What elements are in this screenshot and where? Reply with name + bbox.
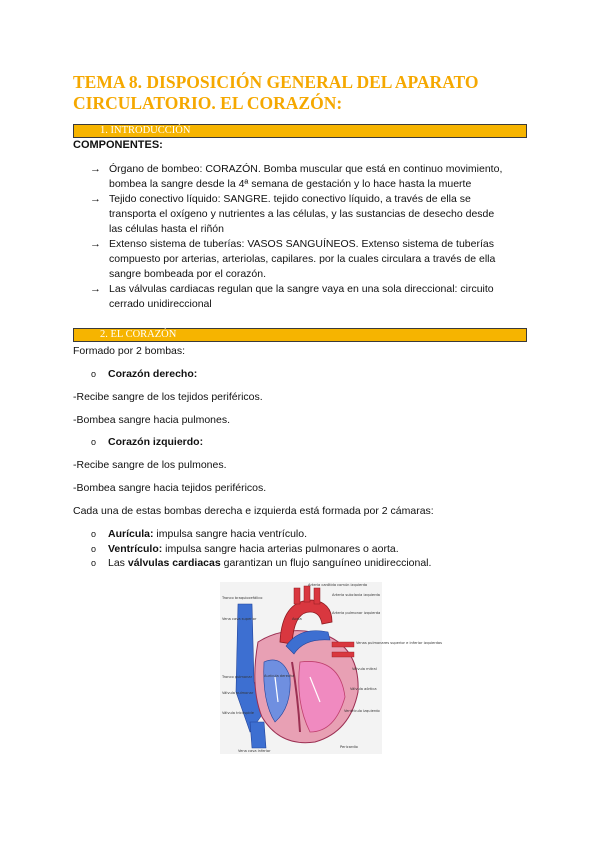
arrow-icon: → [90,193,101,205]
heart-diagram [220,582,443,754]
corazon-izquierdo-point: -Recibe sangre de los pulmones. [73,459,227,471]
svg-text:Arteria pulmonar izquierda: Arteria pulmonar izquierda [332,611,381,615]
svg-text:Válvula aórtica: Válvula aórtica [350,687,377,691]
camara-item-ventriculo: o Ventrículo: impulsa sangre hacia arterias pulmonares o aorta. [91,543,399,555]
svg-text:Arteria subclavia izquierda: Arteria subclavia izquierda [332,593,381,597]
svg-text:Tronco pulmonar: Tronco pulmonar [222,675,253,679]
section-heading-el-corazon: 2. EL CORAZÓN [73,328,527,342]
corazon-izquierdo-item: o Corazón izquierdo: [91,436,204,448]
arrow-icon: → [90,238,101,250]
svg-text:Aurícula derecha: Aurícula derecha [264,674,295,678]
title-line-2: CIRCULATORIO. EL CORAZÓN: [73,93,343,113]
svg-text:Venas pulmonares superior e in: Venas pulmonares superior e inferior izquierdas [356,641,443,645]
list-item: → Extenso sistema de tuberías: VASOS SANGUÍNEOS. Extenso sistema de tuberías compuesto por arterias, arteriolas, capilares. por la cuales circulara a través de ella sangre bombeada por el corazón. [90,238,496,280]
circle-bullet-icon: o [91,529,97,539]
svg-text:Tronco braquiocefálico: Tronco braquiocefálico [222,596,263,600]
camara-item-auricula: o Aurícula: impulsa sangre hacia ventrículo. [91,528,308,540]
camaras-intro: Cada una de estas bombas derecha e izquierda está formada por 2 cámaras: [73,505,434,517]
list-item: → Las válvulas cardiacas regulan que la sangre vaya en una sola direccional: circuito cerrado unidireccional [90,283,494,310]
circle-bullet-icon: o [91,558,97,568]
svg-text:Válvula pulmonar: Válvula pulmonar [222,691,254,695]
page-title [73,72,533,114]
circle-bullet-icon: o [91,437,97,447]
camara-item-valvulas: o Las válvulas cardiacas garantizan un flujo sanguíneo unidireccional. [91,557,432,569]
svg-text:Arteria carótida común izquier: Arteria carótida común izquierda [308,583,368,587]
componentes-heading: COMPONENTES: [73,139,163,151]
heart-illustration [220,582,443,754]
svg-text:Vena cava superior: Vena cava superior [222,617,257,621]
circle-bullet-icon: o [91,369,97,379]
componentes-list [90,162,530,312]
svg-text:Vena cava inferior: Vena cava inferior [238,749,271,753]
list-item: → Órgano de bombeo: CORAZÓN. Bomba muscular que está en continuo movimiento, bombea la sangre desde la 4ª semana de gestación y lo hace hasta la muerte [90,163,503,190]
corazon-izquierdo-point: -Bombea sangre hacia tejidos periféricos. [73,482,267,494]
corazon-derecho-point: -Bombea sangre hacia pulmones. [73,414,231,426]
svg-text:Pericardio: Pericardio [340,745,358,749]
corazon-derecho-item: o Corazón derecho: [91,368,198,380]
circle-bullet-icon: o [91,544,97,554]
title-line-1: TEMA 8. DISPOSICIÓN GENERAL DEL APARATO [73,72,479,92]
svg-text:Válvula tricúspide: Válvula tricúspide [222,711,254,715]
arrow-icon: → [90,283,101,295]
svg-text:Ventrículo izquierdo: Ventrículo izquierdo [344,709,380,713]
corazon-derecho-point: -Recibe sangre de los tejidos periféricos. [73,391,263,403]
bombas-intro: Formado por 2 bombas: [73,345,186,357]
svg-text:Válvula mitral: Válvula mitral [352,667,377,671]
section-heading-introduccion: 1. INTRODUCCIÓN [73,124,527,138]
svg-text:Aorta: Aorta [292,617,302,621]
list-item: → Tejido conectivo líquido: SANGRE. tejido conectivo líquido, a través de ella se transporta el oxígeno y nutrientes a las células, y las sustancias de desecho desde las células hasta el riñón [90,193,495,235]
arrow-icon: → [90,163,101,175]
